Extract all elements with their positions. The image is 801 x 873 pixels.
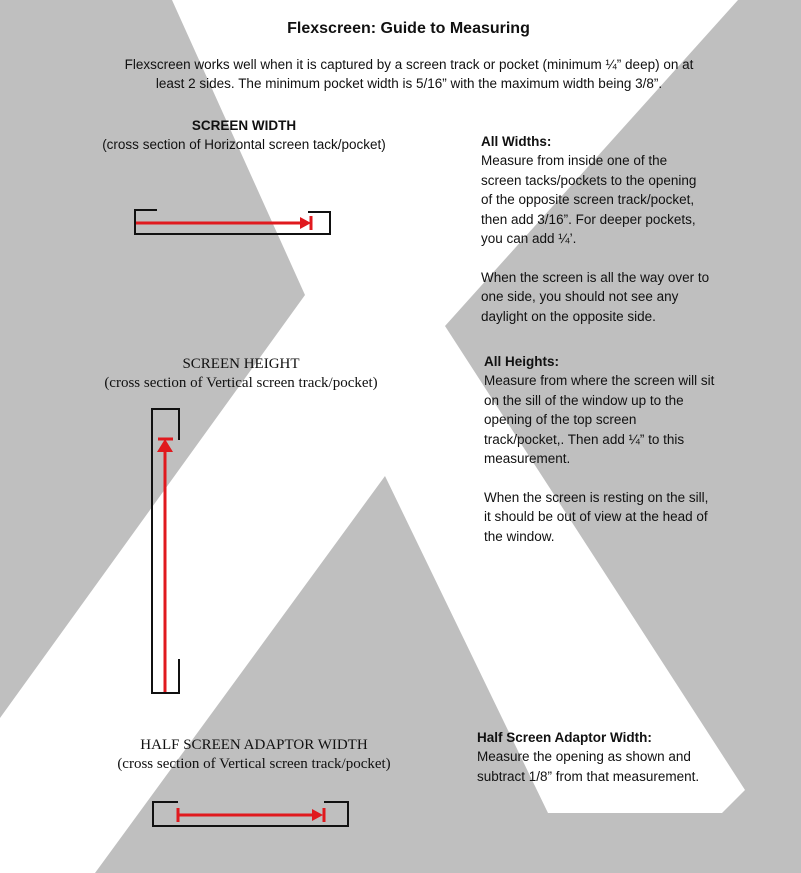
- height-arrow-head: [157, 439, 173, 452]
- screen-height-diagram: [145, 403, 187, 699]
- heights-desc-paragraph-1: Measure from where the screen will sit on the sill of the window up to the opening of the top screen track/pocket,. Then add ¼” to this measurement.: [484, 373, 715, 467]
- heights-desc-paragraph-2: When the screen is resting on the sill, it should be out of view at the head of the window.: [484, 489, 709, 544]
- widths-desc-paragraph-2: When the screen is all the way over to one side, you should not see any daylight on the opposite side.: [481, 269, 710, 324]
- adaptor-desc-paragraph-1: Measure the opening as shown and subtract 1/8” from that measurement.: [477, 749, 700, 784]
- heights-desc-title: All Heights:: [484, 354, 560, 369]
- intro-text: Flexscreen works well when it is captured by a screen track or pocket (minimum ¼” deep) on at least 2 sides. The minimum pocket width is 5/16” with the maximum width being 3/8”.: [124, 57, 694, 91]
- width-arrow-head: [300, 217, 311, 229]
- screen-height-heading: SCREEN HEIGHT: [182, 356, 300, 372]
- adaptor-description: [477, 728, 709, 786]
- adaptor-width-subheading: (cross section of Vertical screen track/pocket): [117, 756, 391, 772]
- widths-desc-title: All Widths:: [481, 134, 552, 149]
- adaptor-arrow-head: [312, 809, 323, 821]
- heights-description: [484, 352, 716, 546]
- screen-width-heading: SCREEN WIDTH: [191, 118, 297, 133]
- screen-height-subheading: (cross section of Vertical screen track/pocket): [104, 375, 378, 391]
- page-title: Flexscreen: Guide to Measuring: [287, 20, 530, 37]
- screen-width-diagram: [130, 205, 335, 239]
- adaptor-desc-title: Half Screen Adaptor Width:: [477, 730, 652, 745]
- widths-description: [481, 132, 711, 326]
- widths-desc-paragraph-1: Measure from inside one of the screen tacks/pockets to the opening of the opposite screen track/pocket, then add 3/16”. For deeper pockets, you can add ¼’.: [481, 153, 697, 247]
- adaptor-width-heading: HALF SCREEN ADAPTOR WIDTH: [140, 737, 368, 753]
- adaptor-width-diagram: [148, 797, 354, 831]
- screen-width-subheading: (cross section of Horizontal screen tack/pocket): [102, 137, 386, 152]
